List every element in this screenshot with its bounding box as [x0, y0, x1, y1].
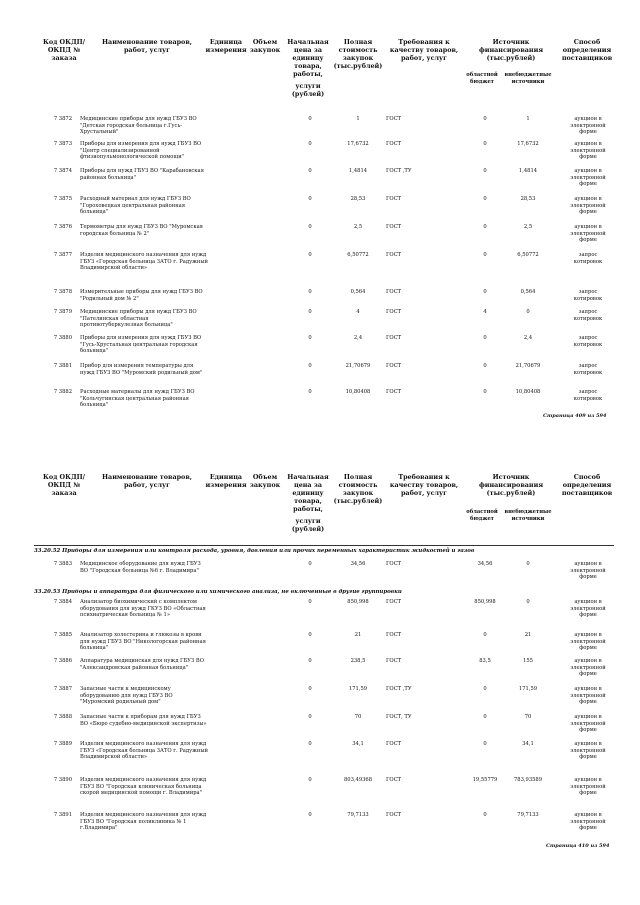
row-code: 7 3888	[53, 714, 72, 720]
row-initial-price: 0	[308, 741, 312, 747]
header-source: Источник финансирования (тыс.рублей)	[478, 38, 544, 62]
row-regional-budget: 4	[483, 309, 487, 315]
row-code: 7 3878	[53, 289, 72, 295]
row-code: 7 3877	[53, 252, 72, 258]
row-code: 7 3883	[53, 561, 72, 567]
header-requirements: Требования к качеству товаров, работ, услуг	[389, 38, 459, 62]
row-initial-price: 0	[308, 812, 312, 818]
row-method: аукцион в электронной форме	[570, 741, 606, 761]
row-regional-budget: 0	[483, 389, 487, 395]
header-total-cost: Полная стоимость закупок (тыс.рублей)	[333, 38, 383, 70]
row-requirement: ГОСТ	[386, 116, 402, 122]
row-method: запрос котировок	[573, 309, 603, 322]
row-initial-price: 0	[308, 686, 312, 692]
header-name: Наименование товаров, работ, услуг	[102, 38, 192, 54]
row-requirement: ГОСТ	[386, 561, 402, 567]
row-name: Изделия медицинского назначения для нужд ГБУЗ «Городская больница ЗАТО г. Радужный Владимирской области»	[80, 741, 208, 761]
row-requirement: ГОСТ, ТУ	[386, 714, 412, 720]
row-extrabudget: 1,4814	[518, 168, 538, 174]
row-extrabudget: 2,5	[523, 224, 533, 230]
row-extrabudget: 155	[523, 658, 533, 664]
row-code: 7 3891	[53, 812, 72, 818]
row-total-cost: 803,49368	[343, 777, 373, 783]
row-regional-budget: 0	[483, 686, 487, 692]
row-method: аукцион в электронной форме	[570, 141, 606, 161]
row-method: аукцион в электронной форме	[570, 561, 606, 581]
row-regional-budget: 19,55779	[472, 777, 498, 783]
row-regional-budget: 34,56	[477, 561, 493, 567]
row-extrabudget: 171,59	[518, 686, 538, 692]
row-extrabudget: 6,50772	[517, 252, 539, 258]
header-volume: Объем закупок	[249, 473, 281, 489]
row-regional-budget: 0	[483, 632, 487, 638]
row-regional-budget: 0	[483, 141, 487, 147]
row-name: Изделия медицинского назначения для нужд ГБУЗ «Городская больница ЗАТО г. Радужный Владимирской области»	[80, 252, 208, 272]
row-code: 7 3887	[53, 686, 72, 692]
row-name: Запасные части к приборам для нужд ГБУЗ ВО «Бюро судебно-медицинской экспертизы»	[80, 714, 207, 727]
row-total-cost: 17,6732	[347, 141, 369, 147]
row-initial-price: 0	[308, 289, 312, 295]
row-requirement: ГОСТ	[386, 252, 402, 258]
row-name: Расходные материалы для нужд ГБУЗ ВО "Кольчугинская центральная районная больница"	[80, 389, 195, 409]
header-method: Способ определения поставщиков	[561, 473, 613, 497]
row-total-cost: 70	[354, 714, 362, 720]
row-total-cost: 171,59	[348, 686, 368, 692]
row-regional-budget: 0	[483, 812, 487, 818]
row-code: 7 3882	[53, 389, 72, 395]
page1-footer: Страница 409 из 594	[543, 413, 607, 419]
row-code: 7 3889	[53, 741, 72, 747]
row-extrabudget: 17,6732	[517, 141, 539, 147]
row-requirement: ГОСТ	[386, 812, 402, 818]
row-name: Измерительные приборы для нужд ГБУЗ ВО "Родильный дом № 2"	[80, 289, 203, 302]
row-name: Расходный материал для нужд ГБУЗ ВО "Гороховецкая центральная районная больница"	[80, 196, 191, 216]
row-initial-price: 0	[308, 777, 312, 783]
header-requirements: Требования к качеству товаров, работ, услуг	[389, 473, 459, 497]
row-requirement: ГОСТ ,ТУ	[386, 686, 412, 692]
row-method: запрос котировок	[573, 289, 603, 302]
row-regional-budget: 0	[483, 116, 487, 122]
row-extrabudget: 21,70679	[515, 363, 541, 369]
row-regional-budget: 0	[483, 252, 487, 258]
row-name: Аппаратура медицинская для нужд ГБУЗ ВО "Александровская районная больница"	[80, 658, 204, 671]
row-code: 7 3880	[53, 335, 72, 341]
row-initial-price: 0	[308, 389, 312, 395]
row-code: 7 3885	[53, 632, 72, 638]
row-extrabudget: 10,80408	[515, 389, 541, 395]
row-initial-price: 0	[308, 196, 312, 202]
row-total-cost: 28,53	[350, 196, 366, 202]
row-regional-budget: 0	[483, 335, 487, 341]
row-name: Анализатор холестерина и глюкозы в крови для нужд ГБУЗ ВО "Никологорская районная больница"	[80, 632, 206, 652]
row-total-cost: 850,998	[347, 599, 369, 605]
row-name: Прибор для измерения температуры для нужд ГБУЗ ВО "Муромский родильный дом"	[80, 363, 203, 376]
row-method: аукцион в электронной форме	[570, 632, 606, 652]
row-code: 7 3876	[53, 224, 72, 230]
header-volume: Объем закупок	[249, 38, 281, 54]
row-method: запрос котировок	[573, 363, 603, 376]
row-extrabudget: 0,564	[520, 289, 536, 295]
divider	[34, 545, 614, 546]
row-initial-price: 0	[308, 309, 312, 315]
row-method: запрос котировок	[573, 335, 603, 348]
row-initial-price: 0	[308, 116, 312, 122]
row-total-cost: 0,564	[350, 289, 366, 295]
row-requirement: ГОСТ	[386, 599, 402, 605]
header-source-extra: внебюджетные источники	[504, 509, 552, 522]
row-regional-budget: 0	[483, 224, 487, 230]
row-requirement: ГОСТ	[386, 632, 402, 638]
row-code: 7 3879	[53, 309, 72, 315]
header-initial-price: Начальная цена за единицу товара, работы,	[287, 38, 329, 78]
header-name: Наименование товаров, работ, услуг	[102, 473, 192, 489]
page2-footer: Страница 410 из 594	[546, 843, 610, 849]
header-code: Код ОКДП/ ОКПД № заказа	[43, 473, 85, 497]
row-method: аукцион в электронной форме	[570, 599, 606, 619]
row-method: запрос котировок	[573, 389, 603, 402]
row-code: 7 3881	[53, 363, 72, 369]
row-method: аукцион в электронной форме	[570, 714, 606, 734]
row-name: Приборы для измерения для нужд ГБУЗ ВО "Гусь-Хрустальная центральная городская больница"	[80, 335, 202, 355]
row-method: аукцион в электронной форме	[570, 116, 606, 136]
row-initial-price: 0	[308, 363, 312, 369]
header-method: Способ определения поставщиков	[561, 38, 613, 62]
row-total-cost: 34,56	[350, 561, 366, 567]
row-total-cost: 1	[356, 116, 360, 122]
header-unit: Единица измерения	[205, 38, 247, 54]
row-total-cost: 238,5	[350, 658, 366, 664]
row-name: Изделия медицинского назначения для нужд ГБУЗ ВО "Городская поликлиника № 1 г.Владимира"	[80, 812, 207, 832]
header-unit: Единица измерения	[205, 473, 247, 489]
row-requirement: ГОСТ	[386, 309, 402, 315]
group-heading-33-20-53: 33.20.53 Приборы и аппаратура для физического или химического анализа, не включенные в другие группировки	[34, 589, 402, 595]
row-initial-price: 0	[308, 141, 312, 147]
row-requirement: ГОСТ ,ТУ	[386, 168, 412, 174]
row-initial-price: 0	[308, 658, 312, 664]
row-total-cost: 34,1	[352, 741, 364, 747]
row-name: Приборы для измерения для нужд ГБУЗ ВО "Центр специализированной фтизиопульмонологической помощи"	[80, 141, 202, 161]
row-total-cost: 2,4	[353, 335, 363, 341]
row-initial-price: 0	[308, 252, 312, 258]
row-method: запрос котировок	[573, 252, 603, 265]
row-method: аукцион в электронной форме	[570, 224, 606, 244]
row-total-cost: 4	[356, 309, 360, 315]
row-name: Термометры для нужд ГБУЗ ВО "Муромская городская больница № 2"	[80, 224, 203, 237]
row-extrabudget: 0	[526, 599, 530, 605]
header-source-regional: областной бюджет	[466, 509, 498, 522]
row-total-cost: 6,50772	[347, 252, 369, 258]
row-extrabudget: 79,7133	[517, 812, 539, 818]
row-requirement: ГОСТ	[386, 363, 402, 369]
row-initial-price: 0	[308, 224, 312, 230]
row-total-cost: 21	[354, 632, 362, 638]
row-total-cost: 10,80408	[345, 389, 371, 395]
row-requirement: ГОСТ	[386, 335, 402, 341]
row-method: аукцион в электронной форме	[570, 658, 606, 678]
header-source-regional: областной бюджет	[466, 72, 498, 85]
row-requirement: ГОСТ	[386, 741, 402, 747]
row-extrabudget: 783,93589	[513, 777, 543, 783]
row-requirement: ГОСТ	[386, 658, 402, 664]
row-code: 7 3890	[53, 777, 72, 783]
row-requirement: ГОСТ	[386, 141, 402, 147]
row-extrabudget: 2,4	[523, 335, 533, 341]
row-extrabudget: 21	[524, 632, 532, 638]
group-heading-33-20-52: 33.20.52 Приборы для измерения или контроля расхода, уровня, давления или прочих переменных характеристик жидкостей и газов	[34, 548, 475, 554]
row-regional-budget: 83,5	[479, 658, 491, 664]
row-method: аукцион в электронной форме	[570, 812, 606, 832]
row-code: 7 3884	[53, 599, 72, 605]
row-requirement: ГОСТ	[386, 289, 402, 295]
row-regional-budget: 0	[483, 289, 487, 295]
row-regional-budget: 0	[483, 196, 487, 202]
row-method: аукцион в электронной форме	[570, 686, 606, 706]
row-name: Приборы для нужд ГБУЗ ВО "Карабановская районная больница"	[80, 168, 204, 181]
row-total-cost: 1,4814	[348, 168, 368, 174]
row-regional-budget: 0	[483, 363, 487, 369]
row-method: аукцион в электронной форме	[570, 777, 606, 797]
row-regional-budget: 850,998	[474, 599, 496, 605]
row-name: Медицинское оборудование для нужд ГБУЗ ВО "Городская больница №6 г. Владимира"	[80, 561, 201, 574]
row-initial-price: 0	[308, 714, 312, 720]
row-requirement: ГОСТ	[386, 389, 402, 395]
row-name: Анализатор биохимический с комплектом оборудования для нужд ГКУЗ ВО «Областная психиатрическая больница № 1»	[80, 599, 206, 619]
row-initial-price: 0	[308, 599, 312, 605]
row-code: 7 3875	[53, 196, 72, 202]
header-source-extra: внебюджетные источники	[504, 72, 552, 85]
header-initial-price-units: услуги (рублей)	[291, 82, 325, 98]
row-name: Изделия медицинского назначения для нужд ГБУЗ ВО "Городская клиническая больница скорой медицинской помощи г. Владимира"	[80, 777, 207, 797]
row-requirement: ГОСТ	[386, 224, 402, 230]
row-extrabudget: 0	[526, 561, 530, 567]
row-code: 7 3873	[53, 141, 72, 147]
row-initial-price: 0	[308, 632, 312, 638]
row-total-cost: 79,7133	[347, 812, 369, 818]
row-total-cost: 2,5	[353, 224, 363, 230]
row-name: Медицинские приборы для нужд ГБУЗ ВО "Детская городская больница г.Гусь-Хрустальный"	[80, 116, 197, 136]
row-extrabudget: 0	[526, 309, 530, 315]
row-extrabudget: 70	[524, 714, 532, 720]
row-initial-price: 0	[308, 168, 312, 174]
row-extrabudget: 1	[526, 116, 530, 122]
header-initial-price-units: услуги (рублей)	[291, 517, 325, 533]
row-method: аукцион в электронной форме	[570, 196, 606, 216]
row-code: 7 3872	[53, 116, 72, 122]
row-code: 7 3874	[53, 168, 72, 174]
row-name: Медицинские приборы для нужд ГБУЗ ВО "Пателинская областная противотуберкулезная больница"	[80, 309, 197, 329]
header-code: Код ОКДП/ ОКПД № заказа	[43, 38, 85, 62]
header-source: Источник финансирования (тыс.рублей)	[478, 473, 544, 497]
row-extrabudget: 28,53	[520, 196, 536, 202]
row-method: аукцион в электронной форме	[570, 168, 606, 188]
row-initial-price: 0	[308, 335, 312, 341]
row-code: 7 3886	[53, 658, 72, 664]
row-total-cost: 21,70679	[345, 363, 371, 369]
row-regional-budget: 0	[483, 168, 487, 174]
row-name: Запасные части к медицинскому оборудованию для нужд ГБУЗ ВО "Муромский родильный дом"	[80, 686, 173, 706]
row-requirement: ГОСТ	[386, 777, 402, 783]
header-initial-price: Начальная цена за единицу товара, работы,	[287, 473, 329, 513]
row-requirement: ГОСТ	[386, 196, 402, 202]
header-total-cost: Полная стоимость закупок (тыс.рублей)	[333, 473, 383, 505]
row-regional-budget: 0	[483, 714, 487, 720]
row-extrabudget: 34,1	[522, 741, 534, 747]
row-initial-price: 0	[308, 561, 312, 567]
row-regional-budget: 0	[483, 741, 487, 747]
